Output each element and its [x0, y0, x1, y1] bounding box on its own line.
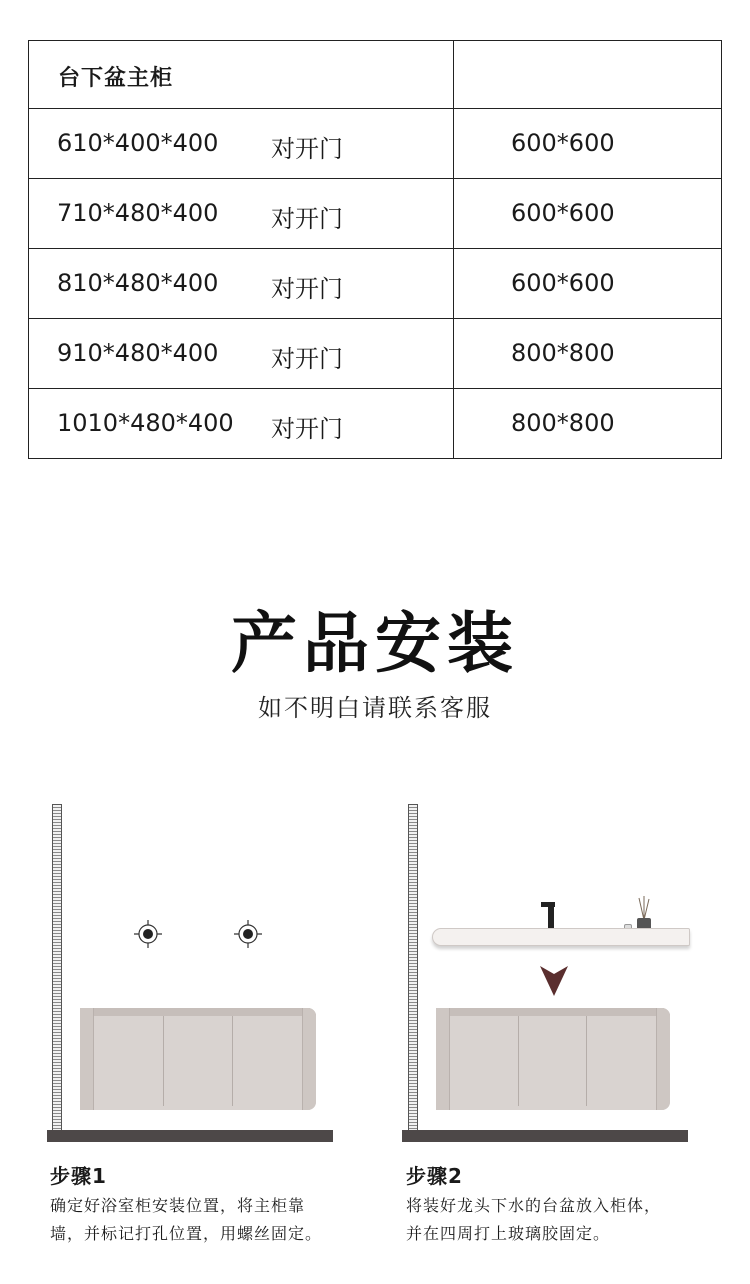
column-divider [453, 319, 454, 388]
size-cell: 610*400*400 [57, 129, 219, 157]
door-seam [163, 1016, 164, 1106]
basin-cell: 600*600 [511, 269, 615, 297]
column-divider [453, 249, 454, 318]
door-cell: 对开门 [271, 135, 343, 163]
crosshair-target-icon [134, 920, 162, 948]
cabinet-side [656, 1008, 670, 1110]
install-subtitle: 如不明白请联系客服 [258, 694, 492, 722]
wall [408, 804, 418, 1132]
column-divider [453, 389, 454, 458]
floor [47, 1130, 333, 1142]
size-cell: 1010*480*400 [57, 409, 234, 437]
step-2-line: 将装好龙头下水的台盆放入柜体， [406, 1196, 662, 1215]
cabinet-top-edge [80, 1008, 316, 1016]
cabinet-side [80, 1008, 94, 1110]
size-cell: 710*480*400 [57, 199, 219, 227]
spec-table-title: 台下盆主柜 [58, 66, 174, 91]
step-1-line: 墙，并标记打孔位置，用螺丝固定。 [50, 1224, 323, 1243]
step-2-description [406, 1192, 706, 1248]
step-1-title: 步骤1 [50, 1164, 107, 1188]
cabinet-top-edge [436, 1008, 670, 1016]
basin-cell: 600*600 [511, 199, 615, 227]
basin-cell: 800*800 [511, 409, 615, 437]
vanity-cabinet [80, 1008, 316, 1110]
step-1-line: 确定好浴室柜安装位置，将主柜靠 [50, 1196, 306, 1215]
door-cell: 对开门 [271, 415, 343, 443]
arrow-down-icon [540, 966, 568, 996]
column-divider [453, 109, 454, 178]
door-cell: 对开门 [271, 205, 343, 233]
step-2-line: 并在四周打上玻璃胶固定。 [406, 1224, 611, 1243]
column-divider [453, 41, 454, 108]
install-title: 产品安装 [231, 604, 519, 682]
table-row [29, 179, 721, 249]
column-divider [453, 179, 454, 248]
table-row [29, 319, 721, 389]
step-1-description [50, 1192, 350, 1248]
wall [52, 804, 62, 1132]
cabinet-side [436, 1008, 450, 1110]
table-row [29, 389, 721, 459]
size-cell: 910*480*400 [57, 339, 219, 367]
vanity-cabinet [436, 1008, 670, 1110]
step-2-title: 步骤2 [406, 1164, 463, 1188]
diffuser-icon [636, 896, 652, 920]
floor [402, 1130, 688, 1142]
basin-countertop [432, 928, 690, 946]
table-row [29, 109, 721, 179]
spec-table-header [29, 41, 721, 109]
size-cell: 810*480*400 [57, 269, 219, 297]
basin-cell: 600*600 [511, 129, 615, 157]
cabinet-side [302, 1008, 316, 1110]
door-seam [232, 1016, 233, 1106]
crosshair-target-icon [234, 920, 262, 948]
spec-table [28, 40, 722, 459]
table-row [29, 249, 721, 319]
door-cell: 对开门 [271, 275, 343, 303]
door-seam [586, 1016, 587, 1106]
door-seam [518, 1016, 519, 1106]
basin-cell: 800*800 [511, 339, 615, 367]
door-cell: 对开门 [271, 345, 343, 373]
